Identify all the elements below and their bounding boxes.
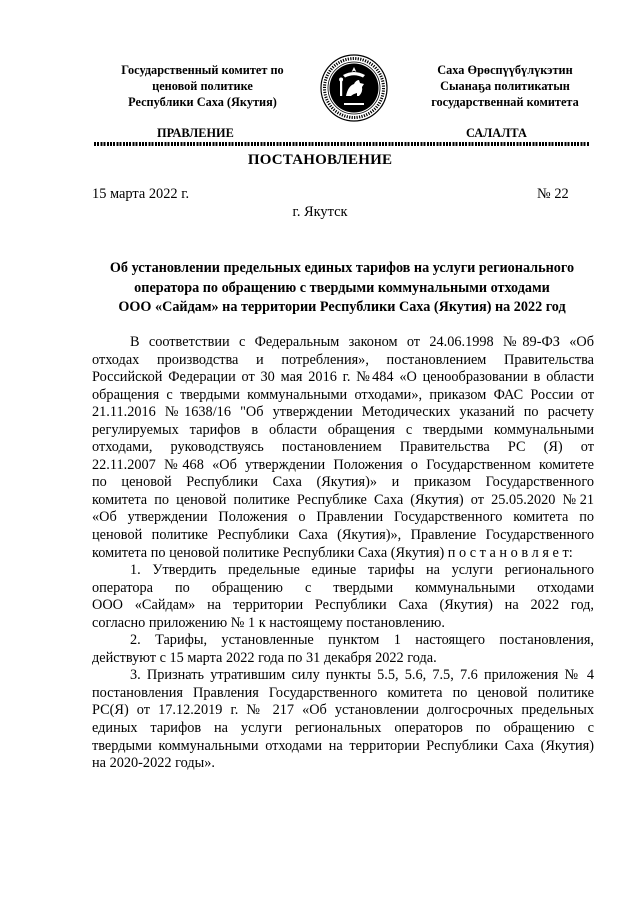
emblem-seal-icon [320, 54, 388, 122]
header-left-line: Республики Саха (Якутия) [128, 95, 277, 109]
body-line: В соответствии с Федеральным законом от 24.06.1998 №89-ФЗ «Об [130, 334, 594, 350]
body-line: 1. Утвердить предельные единые тарифы на услуги регионального [130, 562, 594, 579]
document-city: г. Якутск [292, 204, 348, 220]
subject-line: оператора по обращению с твердыми коммунальными отходами [134, 279, 550, 296]
body-line: по ценовой Республики Саха (Якутия)» и приказом Государственного [92, 474, 594, 491]
body-line: твердыми коммунальными отходами на территории Республики Саха (Якутия) [92, 737, 594, 754]
document-number: № 22 [537, 186, 569, 202]
dashed-separator [94, 142, 590, 146]
body-line: Российской Федерации от 30 мая 2016 г. №484 «О ценообразовании в области [92, 369, 594, 386]
body-line: на 2020-2022 годы». [92, 755, 215, 772]
document-title: ПОСТАНОВЛЕНИЕ [247, 152, 393, 168]
body-line: комитета по ценовой политике Республики Саха (Якутия) п о с т а н о в л я е т: [92, 544, 573, 561]
body-line: ценовой политике Республики Саха (Якутия)», Правление Государственного [92, 527, 594, 544]
body-line: единых тарифов на услуги региональных операторов по обращению с [92, 720, 594, 737]
header-right-line: Сыанаҕа политикатын [440, 79, 570, 93]
header-right-org [410, 62, 600, 110]
subject-line: ООО «Сайдам» на территории Республики Саха (Якутия) на 2022 год [118, 299, 566, 315]
header-left-line: ценовой политике [152, 79, 253, 93]
header-left-org [100, 62, 305, 110]
body-line: комитета по ценовой политике Республике Саха (Якутия) от 25.05.2020 №21 [92, 491, 594, 508]
body-line: оператора по обращению с твердыми коммунальными отходами [92, 579, 594, 596]
document-body [92, 334, 594, 773]
department-label-right: САЛАЛТА [466, 126, 527, 140]
body-line: РС(Я) от 17.12.2019 г. № 217 «Об установлении долгосрочных предельных [92, 702, 594, 719]
body-line: 3. Признать утратившим силу пункты 5.5, 5.6, 7.5, 7.6 приложения № 4 [130, 667, 594, 684]
body-line: отходах производства и потребления», постановлением Правительства [92, 351, 594, 368]
body-line: постановления Правления Государственного комитета по ценовой политике [92, 684, 594, 701]
body-line: ООО «Сайдам» на территории Республики Саха (Якутия) на 2022 год, [92, 597, 594, 614]
body-line: 22.11.2007 №468 «Об утверждении Положения о Государственном комитете [92, 456, 594, 473]
subject-line: Об установлении предельных единых тарифов на услуги регионального [109, 260, 575, 276]
header-right-line: государственнай комитета [431, 95, 579, 109]
body-line: отходами, руководствуясь постановлением Правительства РС (Я) от [92, 439, 594, 456]
body-line: регулируемых тарифов в области обращения с твердыми коммунальными [92, 421, 594, 438]
body-line: «Об утверждении Положения о Правлении Государственного комитета по [92, 509, 594, 526]
body-line: обращения с твердыми коммунальными отходами», приказом ФАС России от [92, 386, 594, 403]
body-line: 21.11.2016 №1638/16 "Об утверждении Методических указаний по расчету [92, 404, 594, 421]
body-line: 2. Тарифы, установленные пунктом 1 настоящего постановления, [130, 632, 594, 649]
header-left-line: Государственный комитет по [121, 63, 284, 77]
document-date: 15 марта 2022 г. [92, 186, 190, 202]
body-line: действуют с 15 марта 2022 года по 31 декабря 2022 года. [92, 649, 437, 666]
department-label-left: ПРАВЛЕНИЕ [157, 126, 234, 140]
body-line: согласно приложению № 1 к настоящему постановлению. [92, 614, 445, 631]
header-right-line: Саха Өрөспүүбүлүкэтин [437, 63, 573, 77]
document-subject [88, 259, 596, 318]
